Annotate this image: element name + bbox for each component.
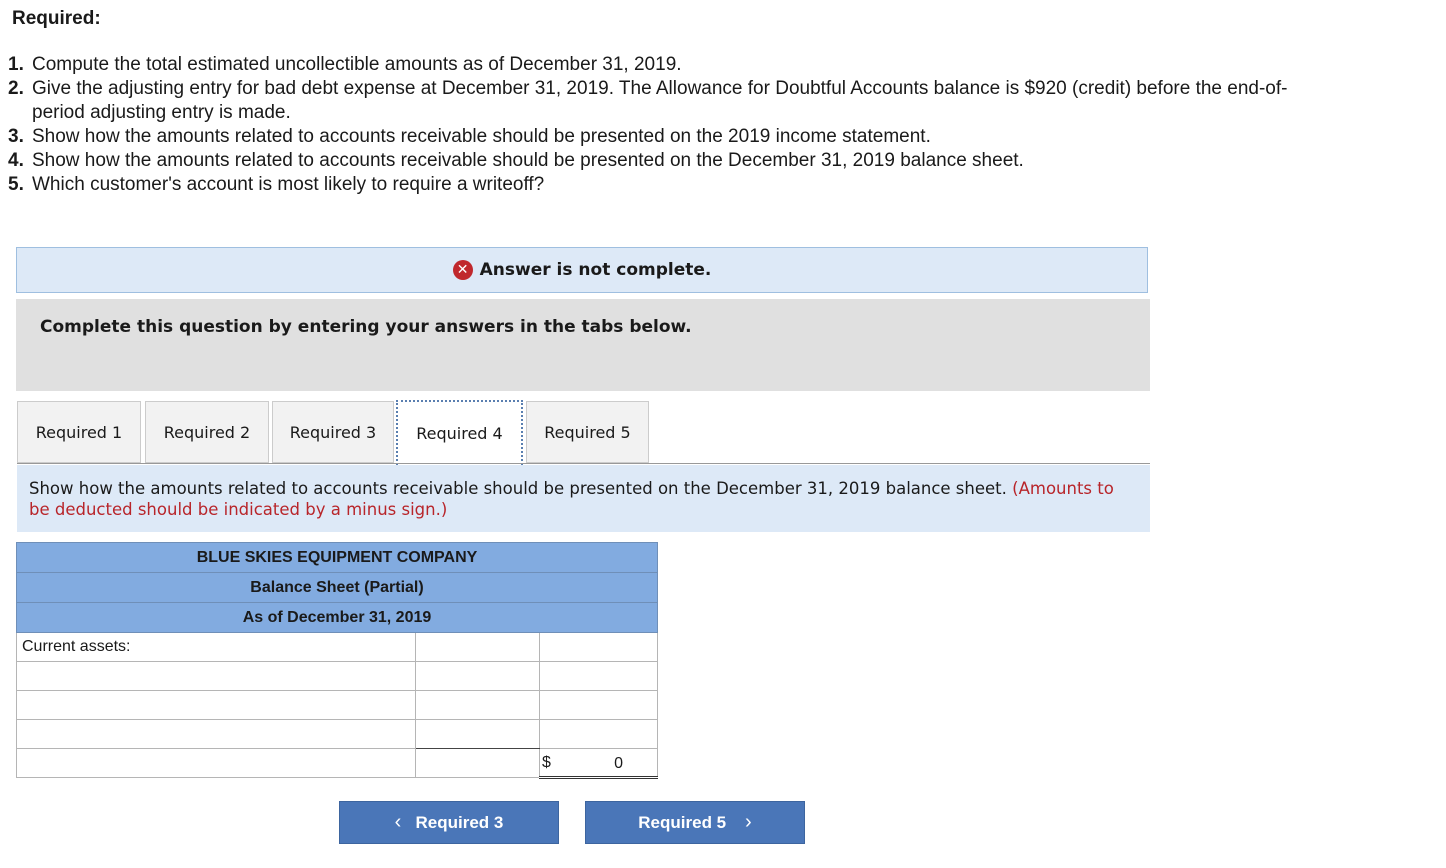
amount-input[interactable]	[416, 720, 539, 748]
requirement-item	[8, 53, 1308, 77]
balance-sheet-table	[16, 542, 658, 779]
answer-status-text: Answer is not complete.	[479, 260, 712, 280]
account-name-input[interactable]	[22, 720, 415, 748]
tab-required-1[interactable]: Required 1	[17, 401, 141, 463]
table-row	[17, 691, 658, 720]
total-value: 0	[614, 755, 623, 772]
instruction-box	[16, 299, 1150, 391]
tab-required-2[interactable]: Required 2	[145, 401, 269, 463]
statement-date: As of December 31, 2019	[17, 603, 658, 633]
account-name-input[interactable]	[22, 662, 415, 690]
requirement-item	[8, 149, 1308, 173]
requirement-text: Which customer's account is most likely to require a writeoff?	[32, 174, 545, 195]
amount-input[interactable]	[540, 662, 657, 690]
requirement-text: Give the adjusting entry for bad debt expense at December 31, 2019. The Allowance for Doubtful Accounts balance is $920 (credit) before the end-of-period adjusting entry is made.	[32, 78, 1288, 123]
requirement-item	[8, 77, 1308, 125]
table-row	[17, 633, 658, 662]
requirement-number: 4.	[8, 150, 24, 171]
requirement-text: Compute the total estimated uncollectible amounts as of December 31, 2019.	[32, 54, 682, 75]
answer-status-bar	[16, 247, 1148, 293]
statement-title: Balance Sheet (Partial)	[17, 573, 658, 603]
amount-cell	[416, 633, 540, 662]
table-row	[17, 662, 658, 691]
amount-input[interactable]	[416, 749, 539, 777]
company-name: BLUE SKIES EQUIPMENT COMPANY	[17, 543, 658, 573]
prev-button-label: Required 3	[415, 812, 504, 832]
x-circle-icon: ✕	[453, 260, 473, 280]
currency-symbol: $	[542, 754, 551, 771]
prompt-text: Show how the amounts related to accounts receivable should be presented on the December 31, 2019 balance sheet.	[29, 479, 1007, 498]
requirement-text: Show how the amounts related to accounts receivable should be presented on the December 31, 2019 balance sheet.	[32, 150, 1024, 171]
total-amount-cell	[540, 749, 658, 778]
requirement-number: 2.	[8, 78, 24, 99]
amount-input[interactable]	[540, 691, 657, 719]
required-heading: Required:	[12, 8, 101, 29]
amount-input[interactable]	[540, 720, 657, 748]
tab-required-5[interactable]: Required 5	[526, 401, 649, 463]
requirement-text: Show how the amounts related to accounts receivable should be presented on the 2019 income statement.	[32, 126, 931, 147]
requirement-number: 1.	[8, 54, 24, 75]
question-prompt	[17, 465, 1150, 532]
prompt-note: (Amounts to be deducted should be indicated by a minus sign.)	[29, 479, 1114, 519]
requirement-number: 3.	[8, 126, 24, 147]
requirement-item	[8, 125, 1308, 149]
requirement-number: 5.	[8, 174, 24, 195]
requirement-item	[8, 173, 1308, 197]
account-name-input[interactable]	[22, 691, 415, 719]
tab-required-4[interactable]: Required 4	[396, 400, 523, 465]
amount-input[interactable]	[416, 691, 539, 719]
requirements-list	[8, 53, 1308, 197]
chevron-left-icon: ‹	[394, 811, 402, 833]
table-row	[17, 749, 658, 778]
amount-input[interactable]	[416, 662, 539, 690]
chevron-right-icon: ›	[745, 811, 752, 833]
account-name-input[interactable]	[22, 749, 415, 777]
table-row	[17, 720, 658, 749]
amount-cell	[540, 633, 658, 662]
prev-required-button[interactable]	[339, 801, 559, 844]
tab-divider	[17, 463, 1150, 464]
current-assets-label: Current assets:	[17, 633, 416, 662]
next-button-label: Required 5	[638, 812, 727, 832]
instruction-text: Complete this question by entering your answers in the tabs below.	[40, 317, 692, 337]
next-required-button[interactable]	[585, 801, 805, 844]
tab-required-3[interactable]: Required 3	[272, 401, 394, 463]
